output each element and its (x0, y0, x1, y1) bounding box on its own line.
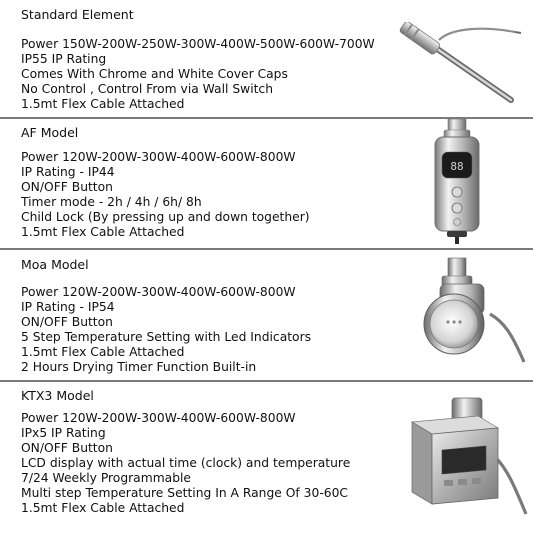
spec-line: ON/OFF Button (21, 180, 113, 194)
section-moa-model (0, 250, 533, 380)
section-title: Standard Element (21, 7, 134, 22)
section-title: AF Model (21, 125, 79, 140)
section-standard-element (0, 0, 533, 117)
spec-line: 2 Hours Drying Timer Function Built-in (21, 360, 257, 374)
spec-line: IP55 IP Rating (21, 52, 107, 66)
spec-line: No Control , Control From via Wall Switch (21, 82, 273, 96)
spec-line: 5 Step Temperature Setting with Led Indicators (21, 330, 312, 344)
spec-list (21, 411, 401, 516)
digital-heater-element-icon (422, 119, 492, 244)
spec-line: 1.5mt Flex Cable Attached (21, 97, 185, 111)
section-af-model (0, 119, 533, 248)
spec-line: ON/OFF Button (21, 315, 113, 329)
round-thermostatic-element-icon (412, 252, 533, 377)
section-title: Moa Model (21, 257, 89, 272)
spec-line: ON/OFF Button (21, 441, 113, 455)
spec-line: Timer mode - 2h / 4h / 6h/ 8h (21, 195, 202, 209)
spec-line: Child Lock (By pressing up and down together) (21, 210, 310, 224)
spec-line: 1.5mt Flex Cable Attached (21, 501, 185, 515)
svg-text:88: 88 (450, 160, 464, 173)
spec-line: Power 120W-200W-300W-400W-600W-800W (21, 285, 296, 299)
spec-line: Power 120W-200W-300W-400W-600W-800W (21, 411, 296, 425)
spec-line: IP Rating - IP54 (21, 300, 115, 314)
spec-line: IPx5 IP Rating (21, 426, 106, 440)
section-ktx3-model (0, 382, 533, 533)
spec-line: LCD display with actual time (clock) and temperature (21, 456, 351, 470)
square-programmable-element-icon (400, 394, 533, 522)
spec-line: 1.5mt Flex Cable Attached (21, 225, 185, 239)
spec-line: Multi step Temperature Setting In A Range Of 30-60C (21, 486, 348, 500)
spec-line: Comes With Chrome and White Cover Caps (21, 67, 288, 81)
spec-line: IP Rating - IP44 (21, 165, 115, 179)
spec-line: 7/24 Weekly Programmable (21, 471, 192, 485)
spec-list (21, 285, 401, 375)
straight-heating-element-icon (393, 22, 525, 112)
spec-list (21, 150, 401, 240)
spec-line: 1.5mt Flex Cable Attached (21, 345, 185, 359)
spec-line: Power 150W-200W-250W-300W-400W-500W-600W-700W (21, 37, 375, 51)
section-title: KTX3 Model (21, 388, 94, 403)
spec-line: Power 120W-200W-300W-400W-600W-800W (21, 150, 296, 164)
spec-list (21, 37, 401, 112)
